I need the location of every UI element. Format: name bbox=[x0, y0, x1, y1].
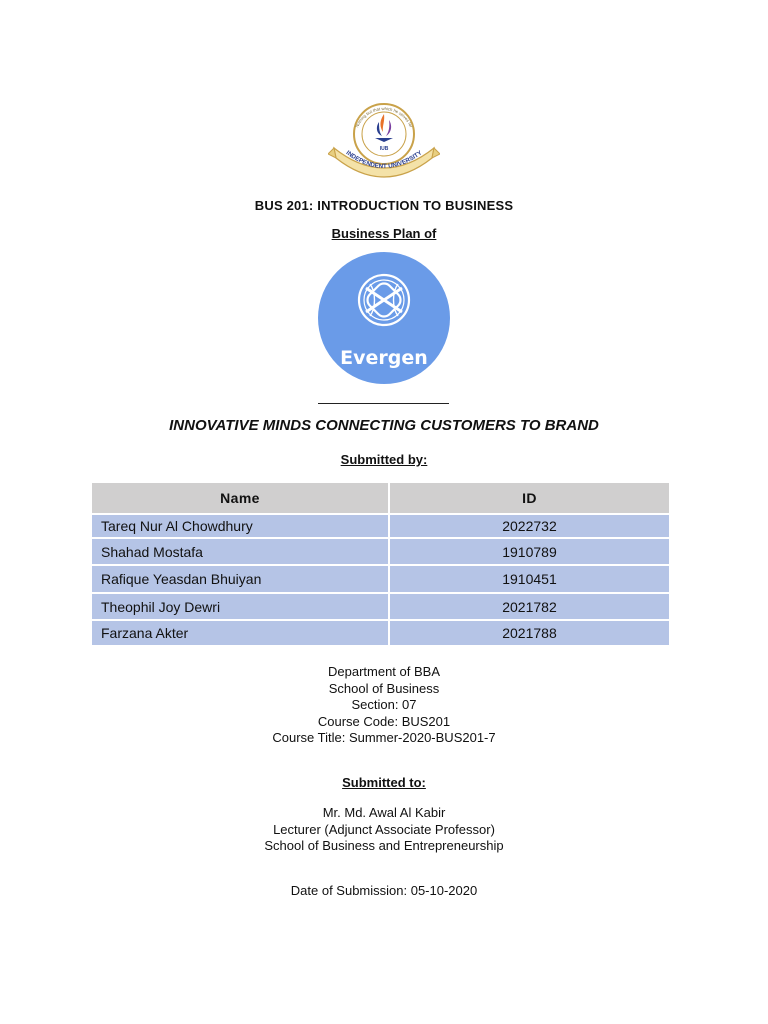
member-name: Rafique Yeasdan Bhuiyan bbox=[92, 566, 390, 594]
member-name: Farzana Akter bbox=[92, 621, 390, 647]
knot-icon bbox=[359, 275, 409, 325]
table-row bbox=[92, 594, 669, 621]
seal-initials: IUB bbox=[379, 146, 389, 152]
university-seal bbox=[328, 88, 440, 184]
member-name: Shahad Mostafa bbox=[92, 539, 390, 566]
lecturer-position: Lecturer (Adjunct Associate Professor) bbox=[273, 821, 495, 837]
id-column-header: ID bbox=[390, 483, 669, 515]
submitted-by-label: Submitted by: bbox=[340, 452, 428, 467]
table-header-row bbox=[92, 483, 669, 515]
member-id: 1910789 bbox=[390, 539, 669, 566]
school-line: School of Business bbox=[328, 680, 440, 696]
name-column-header: Name bbox=[92, 483, 390, 515]
table-row bbox=[92, 566, 669, 594]
seal-university-name: INDEPENDENT UNIVERSITY bbox=[344, 149, 424, 171]
department-line: Department of BBA bbox=[328, 664, 440, 679]
member-name: Tareq Nur Al Chowdhury bbox=[92, 515, 390, 539]
course-title: BUS 201: INTRODUCTION TO BUSINESS bbox=[254, 198, 514, 213]
table-row bbox=[92, 621, 669, 647]
submitted-by-heading bbox=[0, 452, 768, 467]
member-id: 2021782 bbox=[390, 594, 669, 621]
logo-divider bbox=[318, 403, 449, 404]
brand-name: Evergen bbox=[340, 347, 428, 369]
members-table bbox=[92, 483, 669, 647]
member-id: 2022732 bbox=[390, 515, 669, 539]
course-title-line: Course Title: Summer-2020-BUS201-7 bbox=[272, 730, 496, 745]
member-name: Theophil Joy Dewri bbox=[92, 594, 390, 621]
submission-date: Date of Submission: 05-10-2020 bbox=[290, 883, 478, 898]
business-plan-heading bbox=[0, 226, 768, 241]
submitted-to-heading bbox=[0, 775, 768, 790]
lecturer-school: School of Business and Entrepreneurship bbox=[264, 838, 504, 853]
business-plan-label: Business Plan of bbox=[331, 226, 437, 241]
member-id: 1910451 bbox=[390, 566, 669, 594]
lecturer-details bbox=[0, 805, 768, 855]
table-row bbox=[92, 539, 669, 566]
member-id: 2021788 bbox=[390, 621, 669, 647]
evergen-logo bbox=[318, 252, 450, 384]
lecturer-name: Mr. Md. Awal Al Kabir bbox=[322, 805, 446, 820]
course-code-line: Course Code: BUS201 bbox=[317, 713, 451, 729]
brand-slogan: INNOVATIVE MINDS CONNECTING CUSTOMERS TO BRAND bbox=[169, 417, 599, 434]
submitted-to-label: Submitted to: bbox=[342, 775, 426, 790]
course-details bbox=[0, 664, 768, 747]
table-row bbox=[92, 515, 669, 539]
seal-motto: Nothing but that which he strives for bbox=[354, 105, 414, 129]
section-line: Section: 07 bbox=[351, 697, 417, 712]
